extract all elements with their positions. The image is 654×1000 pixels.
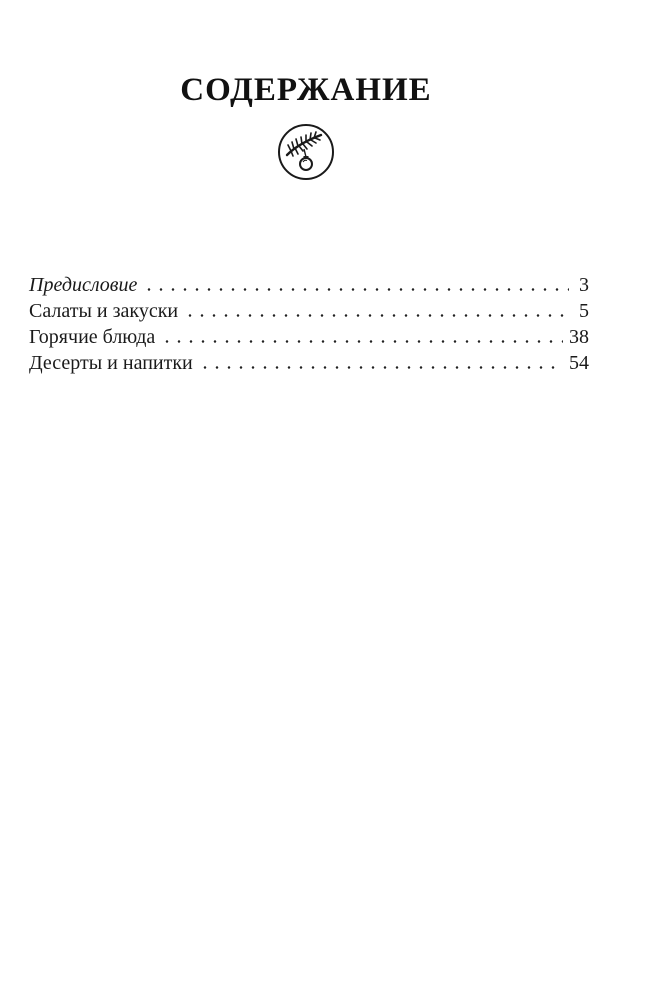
table-of-contents — [29, 272, 589, 376]
toc-entry-preface[interactable] — [29, 272, 589, 298]
toc-entry-title: Салаты и закуски — [29, 300, 179, 322]
toc-entry-title: Горячие блюда — [29, 326, 156, 348]
toc-entry-page: 3 — [579, 274, 589, 296]
fir-branch-ornament-icon — [277, 123, 335, 181]
toc-entry-page: 38 — [569, 326, 589, 348]
toc-entry-title: Предисловие — [29, 274, 138, 296]
toc-entry-page: 5 — [579, 300, 589, 322]
toc-entry-desserts[interactable] — [29, 350, 589, 376]
toc-entry-hot-dishes[interactable] — [29, 324, 589, 350]
toc-entry-salads[interactable] — [29, 298, 589, 324]
toc-entry-page: 54 — [569, 352, 589, 374]
dot-leader — [199, 366, 563, 369]
dot-leader — [143, 288, 569, 291]
dot-leader — [161, 340, 563, 343]
dot-leader — [184, 314, 569, 317]
page-title: СОДЕРЖАНИЕ — [180, 72, 432, 108]
toc-entry-title: Десерты и напитки — [29, 352, 193, 374]
